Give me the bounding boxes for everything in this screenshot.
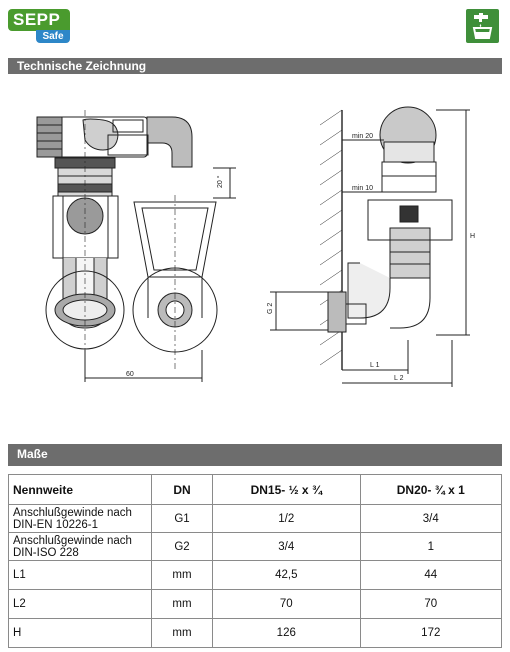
technical-drawing [8, 80, 502, 400]
row-value-dn20: 3/4 [360, 505, 501, 533]
row-value-dn15: 3/4 [213, 533, 361, 561]
row-label: Anschlußgewinde nach DIN-ISO 228 [9, 533, 152, 561]
row-label: L2 [9, 590, 152, 619]
table-row [9, 505, 502, 533]
dimensions-table [8, 474, 502, 648]
row-value-dn15: 1/2 [213, 505, 361, 533]
row-label: Anschlußgewinde nach DIN-EN 10226-1 [9, 505, 152, 533]
header-dn: DN [152, 475, 213, 505]
H-label: H [470, 233, 476, 240]
G2-label: G 2 [267, 302, 274, 314]
dimensions-section-header: Maße [8, 444, 502, 466]
row-unit: mm [152, 619, 213, 648]
row-value-dn15: 42,5 [213, 561, 361, 590]
row-value-dn20: 70 [360, 590, 501, 619]
header-dn15: DN15- ½ x ¾ [213, 475, 361, 505]
row-label: H [9, 619, 152, 648]
brand-name: SEPP [8, 9, 70, 31]
table-row [9, 533, 502, 561]
table-row [9, 619, 502, 648]
row-unit: mm [152, 561, 213, 590]
header-dn20: DN20- ¾ x 1 [360, 475, 501, 505]
row-value-dn20: 1 [360, 533, 501, 561]
header-nennweite: Nennweite [9, 475, 152, 505]
L2-label: L 2 [394, 375, 404, 382]
brand-logo [8, 9, 70, 43]
brand-sub: Safe [36, 30, 70, 43]
dim-20-label: 20 ° [217, 175, 224, 188]
water-tap-cup-icon [466, 9, 499, 43]
row-unit: G2 [152, 533, 213, 561]
row-unit: mm [152, 590, 213, 619]
min10-label: min 10 [352, 185, 374, 192]
row-value-dn15: 126 [213, 619, 361, 648]
L1-label: L 1 [370, 362, 380, 369]
min20-label: min 20 [352, 133, 374, 140]
table-row [9, 590, 502, 619]
table-header-row [9, 475, 502, 505]
row-label: L1 [9, 561, 152, 590]
row-value-dn20: 172 [360, 619, 501, 648]
row-value-dn15: 70 [213, 590, 361, 619]
table-row [9, 561, 502, 590]
row-unit: G1 [152, 505, 213, 533]
drawing-section-header: Technische Zeichnung [8, 58, 502, 74]
row-value-dn20: 44 [360, 561, 501, 590]
dim-60-label: 60 [126, 371, 134, 378]
